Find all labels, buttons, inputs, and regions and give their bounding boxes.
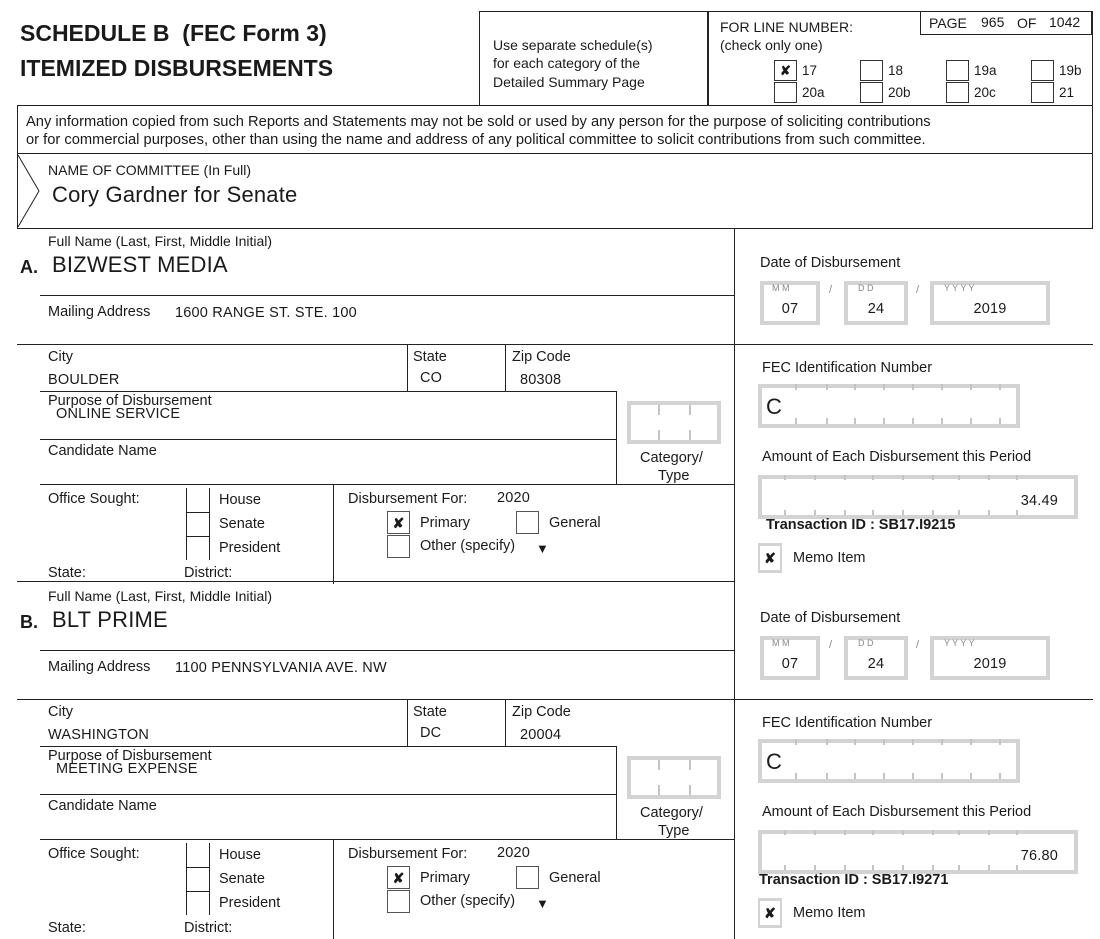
amount-field-tick — [814, 475, 816, 480]
entry-bottom-rule — [17, 581, 734, 582]
page-total: 1042 — [1049, 14, 1081, 30]
mailing-address-label: Mailing Address — [48, 659, 151, 675]
state-label: State — [413, 704, 447, 720]
line-option-checkbox[interactable] — [860, 82, 883, 103]
amount-field-tick — [988, 475, 990, 480]
state-value: DC — [420, 725, 442, 741]
fec-field-tick — [999, 773, 1001, 779]
candidate-bottom-rule — [40, 839, 734, 840]
amount-label: Amount of Each Disbursement this Period — [762, 449, 1032, 465]
office-box-right-rule — [209, 843, 210, 915]
zip-value: 80308 — [520, 372, 562, 388]
schedule-title: SCHEDULE B (FEC Form 3) — [20, 20, 327, 46]
senate-checkbox[interactable] — [187, 868, 209, 891]
fec-field-tick — [912, 739, 914, 745]
office-box-right-rule — [209, 488, 210, 560]
memo-item-label: Memo Item — [793, 550, 866, 566]
memo-item-label: Memo Item — [793, 905, 866, 921]
category-field-tick — [658, 405, 660, 415]
fec-field-tick — [941, 418, 943, 424]
fec-field-tick — [912, 418, 914, 424]
amount-field-tick — [814, 510, 816, 515]
page-label: PAGE — [929, 15, 967, 31]
amount-field-tick — [932, 830, 934, 835]
category-field-tick — [658, 430, 660, 440]
state-label: State — [413, 349, 447, 365]
category-field-tick — [689, 785, 691, 795]
city-top-rule — [17, 344, 1093, 345]
date-day-field[interactable] — [844, 281, 908, 325]
other-arrow-icon: ▼ — [536, 541, 549, 556]
district-label: District: — [184, 565, 233, 581]
date-field-caption: Y Y Y Y — [944, 283, 975, 293]
city-label: City — [48, 349, 73, 365]
date-separator: / — [829, 639, 833, 651]
entry-right-column-rule — [734, 584, 735, 939]
amount-field-tick — [844, 830, 846, 835]
date-field-value: 24 — [867, 301, 885, 317]
fec-field-tick — [795, 773, 797, 779]
mailing-address-value: 1100 PENNSYLVANIA AVE. NW — [175, 660, 387, 676]
fec-field-tick — [854, 384, 856, 390]
candidate-bottom-rule — [40, 484, 734, 485]
fec-field-tick — [941, 739, 943, 745]
candidate-name-label: Candidate Name — [48, 443, 157, 459]
amount-field-tick — [958, 830, 960, 835]
date-day-field[interactable] — [844, 636, 908, 680]
committee-label: NAME OF COMMITTEE (In Full) — [48, 162, 251, 178]
fec-field-tick — [941, 384, 943, 390]
amount-field-tick — [988, 830, 990, 835]
category-label-1: Category/ — [640, 450, 703, 466]
general-checkbox[interactable] — [516, 866, 539, 889]
instruction-box — [479, 11, 708, 105]
line-option-checkbox[interactable] — [774, 82, 797, 103]
date-field-value: 2019 — [973, 301, 1007, 317]
city-bottom-rule — [40, 746, 617, 747]
fec-field-tick — [854, 773, 856, 779]
date-field-value: 07 — [781, 301, 799, 317]
primary-label: Primary — [420, 515, 470, 531]
city-top-rule — [17, 699, 1093, 700]
payee-name: BIZWEST MEDIA — [52, 252, 228, 277]
disbursement-entry — [0, 584, 1100, 939]
amount-field-tick — [844, 865, 846, 870]
fec-field-tick — [826, 418, 828, 424]
purpose-bottom-rule — [40, 439, 617, 440]
amount-field-tick — [784, 475, 786, 480]
candidate-name-label: Candidate Name — [48, 798, 157, 814]
amount-field[interactable] — [758, 830, 1078, 874]
disbursement-for-label: Disbursement For: — [348, 491, 468, 507]
amount-field-tick — [1016, 475, 1018, 480]
category-left-rule — [616, 391, 617, 484]
line-option-checkbox[interactable] — [1031, 60, 1054, 81]
fec-field-tick — [795, 418, 797, 424]
full-name-label: Full Name (Last, First, Middle Initial) — [48, 588, 273, 604]
office-sought-label: Office Sought: — [48, 846, 140, 862]
amount-value: 34.49 — [1020, 493, 1058, 509]
page-number-box — [920, 11, 1092, 35]
payee-name: BLT PRIME — [52, 607, 168, 632]
full-name-label: Full Name (Last, First, Middle Initial) — [48, 233, 273, 249]
entry-letter: B. — [20, 612, 38, 632]
other-checkbox[interactable] — [387, 890, 410, 913]
purpose-value: MEETING EXPENSE — [56, 761, 198, 777]
notice-bottom-rule — [17, 153, 1093, 154]
memo-checkbox[interactable]: ✘ — [760, 901, 780, 925]
date-separator: / — [916, 284, 920, 296]
date-year-field[interactable] — [930, 281, 1050, 325]
transaction-id: Transaction ID : SB17.I9271 — [759, 872, 949, 888]
fec-field-tick — [883, 739, 885, 745]
fec-id-prefix: C — [766, 394, 783, 419]
fec-field-tick — [795, 739, 797, 745]
fec-field-tick — [854, 418, 856, 424]
general-label: General — [549, 870, 601, 886]
date-separator: / — [916, 639, 920, 651]
office-sought-label: Office Sought: — [48, 491, 140, 507]
primary-checkbox[interactable]: ✘ — [387, 866, 410, 889]
mailing-address-label: Mailing Address — [48, 304, 151, 320]
amount-field-tick — [814, 865, 816, 870]
header-bottom-rule — [17, 105, 1093, 106]
district-label: District: — [184, 920, 233, 936]
fec-field-tick — [826, 384, 828, 390]
city-label: City — [48, 704, 73, 720]
amount-field-tick — [784, 510, 786, 515]
amount-field-tick — [932, 865, 934, 870]
category-label-2: Type — [658, 468, 690, 484]
primary-label: Primary — [420, 870, 470, 886]
fec-field-tick — [999, 739, 1001, 745]
senate-label: Senate — [219, 871, 265, 887]
amount-field-tick — [784, 830, 786, 835]
disbursement-for-left-rule — [333, 839, 334, 939]
fec-id-field[interactable] — [758, 384, 1020, 428]
amount-value: 76.80 — [1020, 848, 1058, 864]
purpose-label: Purpose of Disbursement — [48, 393, 212, 409]
date-label: Date of Disbursement — [760, 610, 901, 626]
amount-field-tick — [988, 510, 990, 515]
check-one-label: (check only one) — [720, 37, 823, 53]
fec-field-tick — [912, 773, 914, 779]
disbursement-entry — [0, 229, 1100, 584]
general-checkbox[interactable] — [516, 511, 539, 534]
president-label: President — [219, 895, 281, 911]
fec-field-tick — [795, 384, 797, 390]
amount-field-tick — [932, 475, 934, 480]
fec-field-tick — [883, 384, 885, 390]
instruction-line-2: for each category of the — [493, 55, 641, 71]
zip-label: Zip Code — [512, 704, 571, 720]
notice-line-2: or for commercial purposes, other than using the name and address of any political committee to solicit contributions from such committee. — [26, 132, 926, 148]
amount-field-tick — [932, 510, 934, 515]
amount-field-tick — [958, 510, 960, 515]
fec-field-tick — [970, 418, 972, 424]
line-option-checkbox[interactable] — [1031, 82, 1054, 103]
amount-field-tick — [902, 830, 904, 835]
date-field-caption: D D — [858, 283, 874, 293]
instruction-line-3: Detailed Summary Page — [493, 74, 645, 90]
amount-field-tick — [902, 510, 904, 515]
disbursement-for-label: Disbursement For: — [348, 846, 468, 862]
general-label: General — [549, 515, 601, 531]
category-field-tick — [689, 760, 691, 770]
president-checkbox[interactable] — [187, 892, 209, 915]
zip-left-rule — [505, 699, 506, 746]
fec-field-tick — [883, 418, 885, 424]
amount-field-tick — [1016, 830, 1018, 835]
category-type-field[interactable] — [627, 401, 721, 444]
fec-field-tick — [970, 384, 972, 390]
fec-field-tick — [883, 773, 885, 779]
fec-field-tick — [826, 739, 828, 745]
city-value: BOULDER — [48, 372, 120, 388]
header-top-rule — [708, 11, 1093, 12]
date-month-field[interactable] — [760, 636, 820, 680]
category-label-1: Category/ — [640, 805, 703, 821]
fec-field-tick — [999, 384, 1001, 390]
other-specify-label: Other (specify) — [420, 893, 516, 909]
amount-field-tick — [872, 865, 874, 870]
fec-field-tick — [941, 773, 943, 779]
category-left-rule — [616, 746, 617, 839]
line-option-label: 20c — [974, 85, 996, 100]
primary-checkbox[interactable]: ✘ — [387, 511, 410, 534]
president-label: President — [219, 540, 281, 556]
fec-id-prefix: C — [766, 749, 783, 774]
city-bottom-rule — [40, 391, 617, 392]
date-field-caption: M M — [772, 638, 790, 648]
purpose-value: ONLINE SERVICE — [56, 406, 181, 422]
amount-field-tick — [784, 865, 786, 870]
header-divider — [708, 11, 709, 105]
other-specify-label: Other (specify) — [420, 538, 516, 554]
line-option-checkbox[interactable] — [946, 82, 969, 103]
office-state-label: State: — [48, 565, 86, 581]
fec-field-tick — [826, 773, 828, 779]
amount-field-tick — [1016, 510, 1018, 515]
date-label: Date of Disbursement — [760, 255, 901, 271]
of-label: OF — [1017, 15, 1037, 31]
election-year: 2020 — [497, 845, 531, 861]
disbursement-for-left-rule — [333, 484, 334, 584]
fec-field-tick — [854, 739, 856, 745]
line-number-label: FOR LINE NUMBER: — [720, 19, 854, 35]
date-field-caption: D D — [858, 638, 874, 648]
senate-checkbox[interactable] — [187, 513, 209, 536]
form-right-rule — [1092, 11, 1093, 229]
line-option-label: 18 — [888, 63, 904, 78]
amount-field-tick — [902, 475, 904, 480]
president-checkbox[interactable] — [187, 537, 209, 560]
amount-field-tick — [814, 830, 816, 835]
category-label-2: Type — [658, 823, 690, 839]
other-checkbox[interactable] — [387, 535, 410, 558]
senate-label: Senate — [219, 516, 265, 532]
memo-checkbox[interactable]: ✘ — [760, 546, 780, 570]
category-field-tick — [689, 430, 691, 440]
amount-field-tick — [844, 510, 846, 515]
election-year: 2020 — [497, 490, 531, 506]
page-number: 965 — [981, 14, 1005, 30]
state-left-rule — [407, 344, 408, 391]
category-field-tick — [689, 405, 691, 415]
line-option-label: 17 — [802, 63, 818, 78]
amount-field[interactable] — [758, 475, 1078, 519]
house-checkbox[interactable] — [187, 844, 209, 867]
committee-arrow-icon — [17, 153, 43, 229]
amount-field-tick — [1016, 865, 1018, 870]
amount-field-tick — [872, 475, 874, 480]
line-option-label: 19b — [1059, 63, 1082, 78]
notice-line-1: Any information copied from such Reports and Statements may not be sold or used by any person for the purpose of soliciting contributions — [26, 114, 931, 130]
purpose-label: Purpose of Disbursement — [48, 748, 212, 764]
date-separator: / — [829, 284, 833, 296]
house-label: House — [219, 847, 261, 863]
fec-id-label: FEC Identification Number — [762, 715, 933, 731]
zip-value: 20004 — [520, 727, 562, 743]
purpose-bottom-rule — [40, 794, 617, 795]
fec-field-tick — [912, 384, 914, 390]
category-type-field[interactable] — [627, 756, 721, 799]
zip-label: Zip Code — [512, 349, 571, 365]
category-field-tick — [658, 760, 660, 770]
house-label: House — [219, 492, 261, 508]
instruction-line-1: Use separate schedule(s) — [493, 37, 653, 53]
amount-field-tick — [902, 865, 904, 870]
address-rule — [40, 295, 734, 296]
line-option-label: 19a — [974, 63, 997, 78]
house-checkbox[interactable] — [187, 489, 209, 512]
line-option-label: 20a — [802, 85, 825, 100]
amount-field-tick — [958, 475, 960, 480]
date-field-value: 2019 — [973, 656, 1007, 672]
date-field-caption: M M — [772, 283, 790, 293]
date-field-value: 07 — [781, 656, 799, 672]
date-field-value: 24 — [867, 656, 885, 672]
line-option-checkbox[interactable] — [860, 60, 883, 81]
amount-field-tick — [958, 865, 960, 870]
line-option-label: 21 — [1059, 85, 1075, 100]
office-state-label: State: — [48, 920, 86, 936]
fec-id-label: FEC Identification Number — [762, 360, 933, 376]
date-month-field[interactable] — [760, 281, 820, 325]
state-value: CO — [420, 370, 443, 386]
amount-label: Amount of Each Disbursement this Period — [762, 804, 1032, 820]
form-header — [0, 0, 1100, 105]
date-year-field[interactable] — [930, 636, 1050, 680]
schedule-subtitle: ITEMIZED DISBURSEMENTS — [20, 55, 334, 81]
category-field-tick — [658, 785, 660, 795]
amount-field-tick — [844, 475, 846, 480]
line-option-checkbox[interactable] — [946, 60, 969, 81]
committee-name: Cory Gardner for Senate — [52, 182, 298, 207]
mailing-address-value: 1600 RANGE ST. STE. 100 — [175, 305, 357, 321]
fec-field-tick — [970, 739, 972, 745]
fec-id-field[interactable] — [758, 739, 1020, 783]
date-field-caption: Y Y Y Y — [944, 638, 975, 648]
line-option-checkbox[interactable]: ✘ — [774, 60, 797, 81]
city-value: WASHINGTON — [48, 727, 150, 743]
entry-letter: A. — [20, 257, 38, 277]
entry-right-column-rule — [734, 229, 735, 584]
state-left-rule — [407, 699, 408, 746]
fec-field-tick — [970, 773, 972, 779]
address-rule — [40, 650, 734, 651]
zip-left-rule — [505, 344, 506, 391]
fec-field-tick — [999, 418, 1001, 424]
amount-field-tick — [872, 510, 874, 515]
line-option-label: 20b — [888, 85, 911, 100]
amount-field-tick — [872, 830, 874, 835]
transaction-id: Transaction ID : SB17.I9215 — [766, 517, 956, 533]
amount-field-tick — [988, 865, 990, 870]
other-arrow-icon: ▼ — [536, 896, 549, 911]
